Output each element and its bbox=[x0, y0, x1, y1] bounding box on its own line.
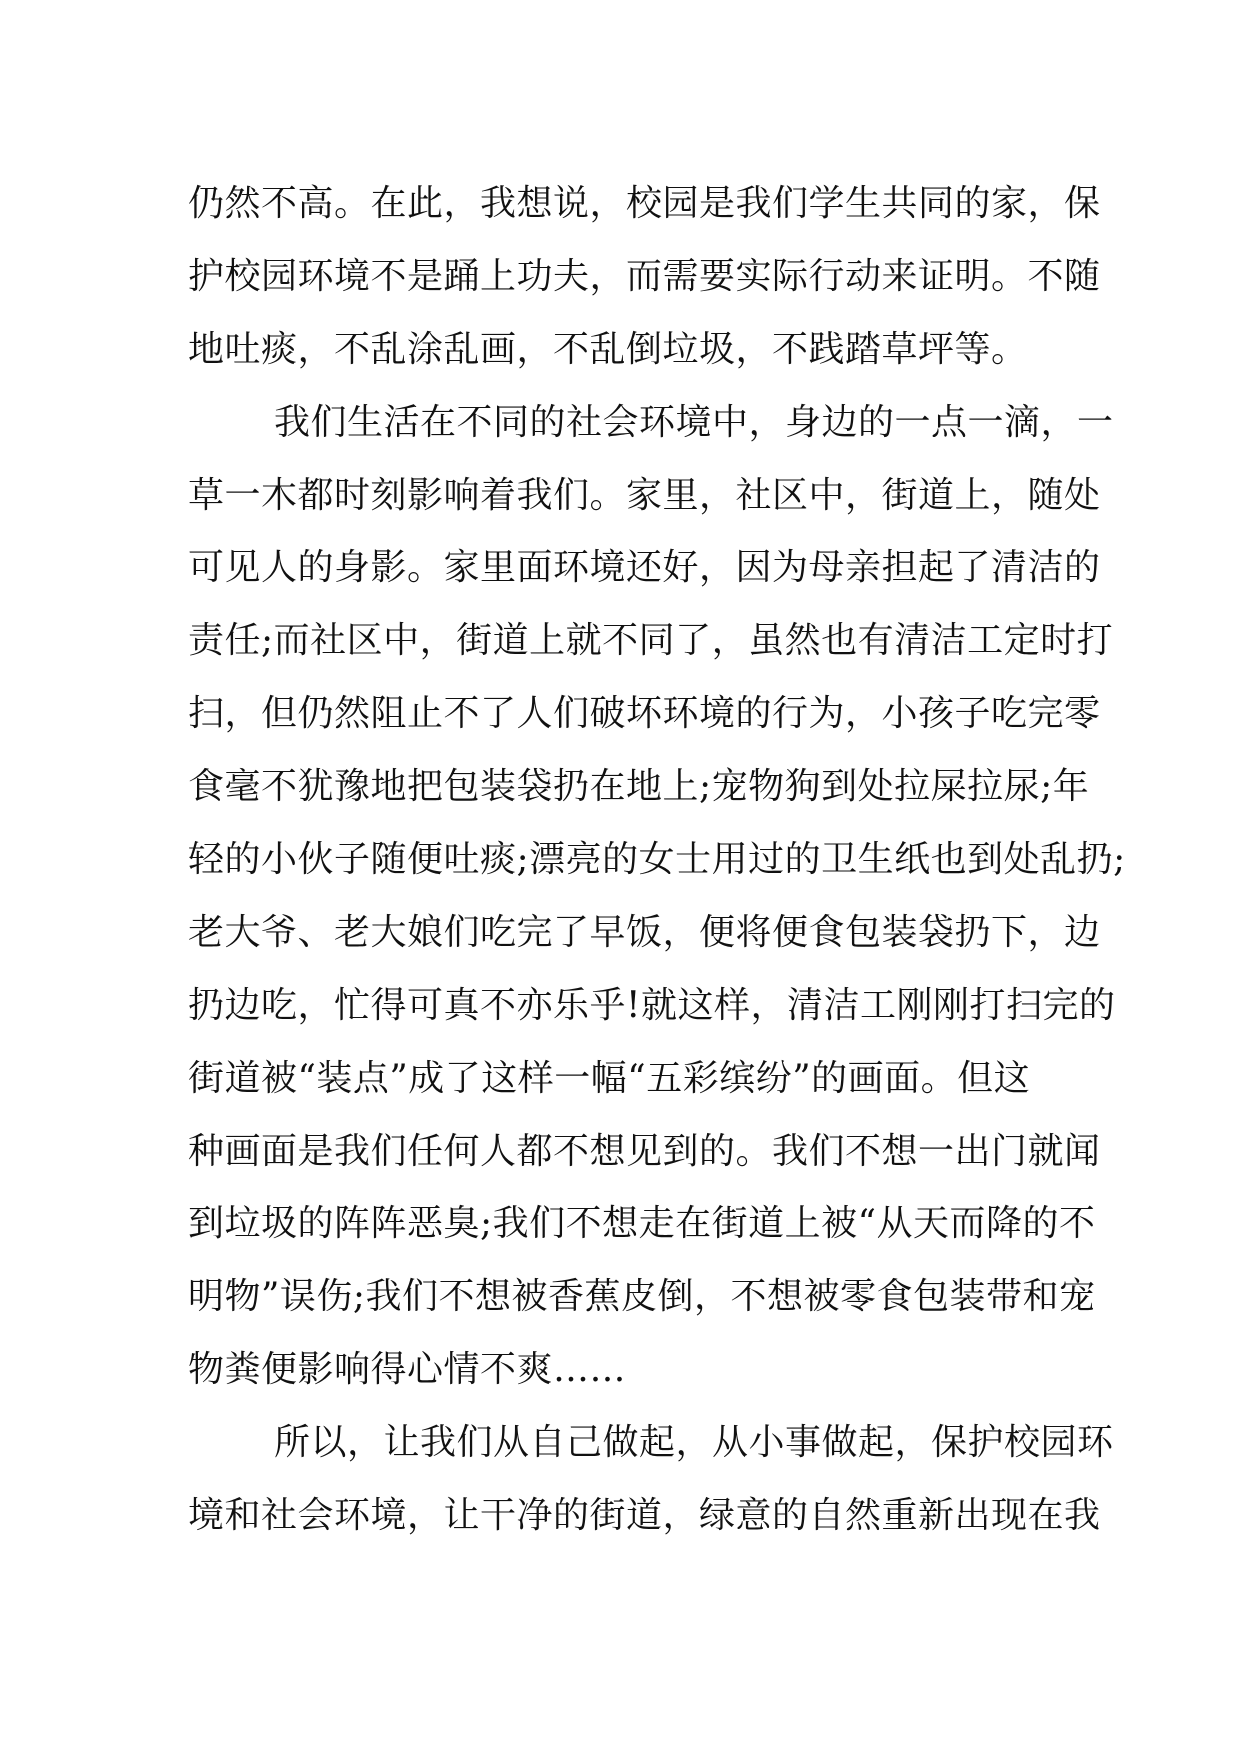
text-line: 仍然不高。在此，我想说，校园是我们学生共同的家，保 bbox=[188, 183, 1101, 224]
text-line: 轻的小伙子随便吐痰;漂亮的女士用过的卫生纸也到处乱扔; bbox=[188, 839, 1126, 881]
text-line: 草一木都时刻影响着我们。家里，社区中，街道上，随处 bbox=[188, 474, 1101, 516]
text-line: 食毫不犹豫地把包装袋扔在地上;宠物狗到处拉屎拉尿;年 bbox=[188, 766, 1090, 808]
text-line: 扫，但仍然阻止不了人们破坏环境的行为，小孩子吃完零 bbox=[188, 693, 1101, 735]
text-line: 到垃圾的阵阵恶臭;我们不想走在街道上被“从天而降的不 bbox=[188, 1203, 1096, 1245]
text-line: 街道被“装点”成了这样一幅“五彩缤纷”的画面。但这 bbox=[188, 1057, 1031, 1099]
text-line: 明物”误伤;我们不想被香蕉皮倒，不想被零食包装带和宠 bbox=[188, 1276, 1096, 1318]
text-line: 种画面是我们任何人都不想见到的。我们不想一出门就闻 bbox=[188, 1130, 1101, 1172]
body-text bbox=[188, 168, 1126, 1553]
text-line: 我们生活在不同的社会环境中，身边的一点一滴，一 bbox=[274, 401, 1114, 443]
text-line: 老大爷、老大娘们吃完了早饭，便将便食包装袋扔下，边 bbox=[188, 911, 1101, 953]
text-line: 可见人的身影。家里面环境还好，因为母亲担起了清洁的 bbox=[188, 547, 1101, 589]
text-line: 护校园环境不是踊上功夫，而需要实际行动来证明。不随 bbox=[188, 255, 1101, 297]
text-line: 物粪便影响得心情不爽…… bbox=[188, 1349, 627, 1391]
text-line: 所以，让我们从自己做起，从小事做起，保护校园环 bbox=[274, 1422, 1114, 1464]
text-line: 责任;而社区中，街道上就不同了，虽然也有清洁工定时打 bbox=[188, 620, 1114, 662]
text-line: 地吐痰，不乱涂乱画，不乱倒垃圾，不践踏草坪等。 bbox=[188, 328, 1028, 370]
text-line: 扔边吃，忙得可真不亦乐乎!就这样，清洁工刚刚打扫完的 bbox=[188, 984, 1116, 1026]
text-line: 境和社会环境，让干净的街道，绿意的自然重新出现在我 bbox=[188, 1495, 1101, 1537]
